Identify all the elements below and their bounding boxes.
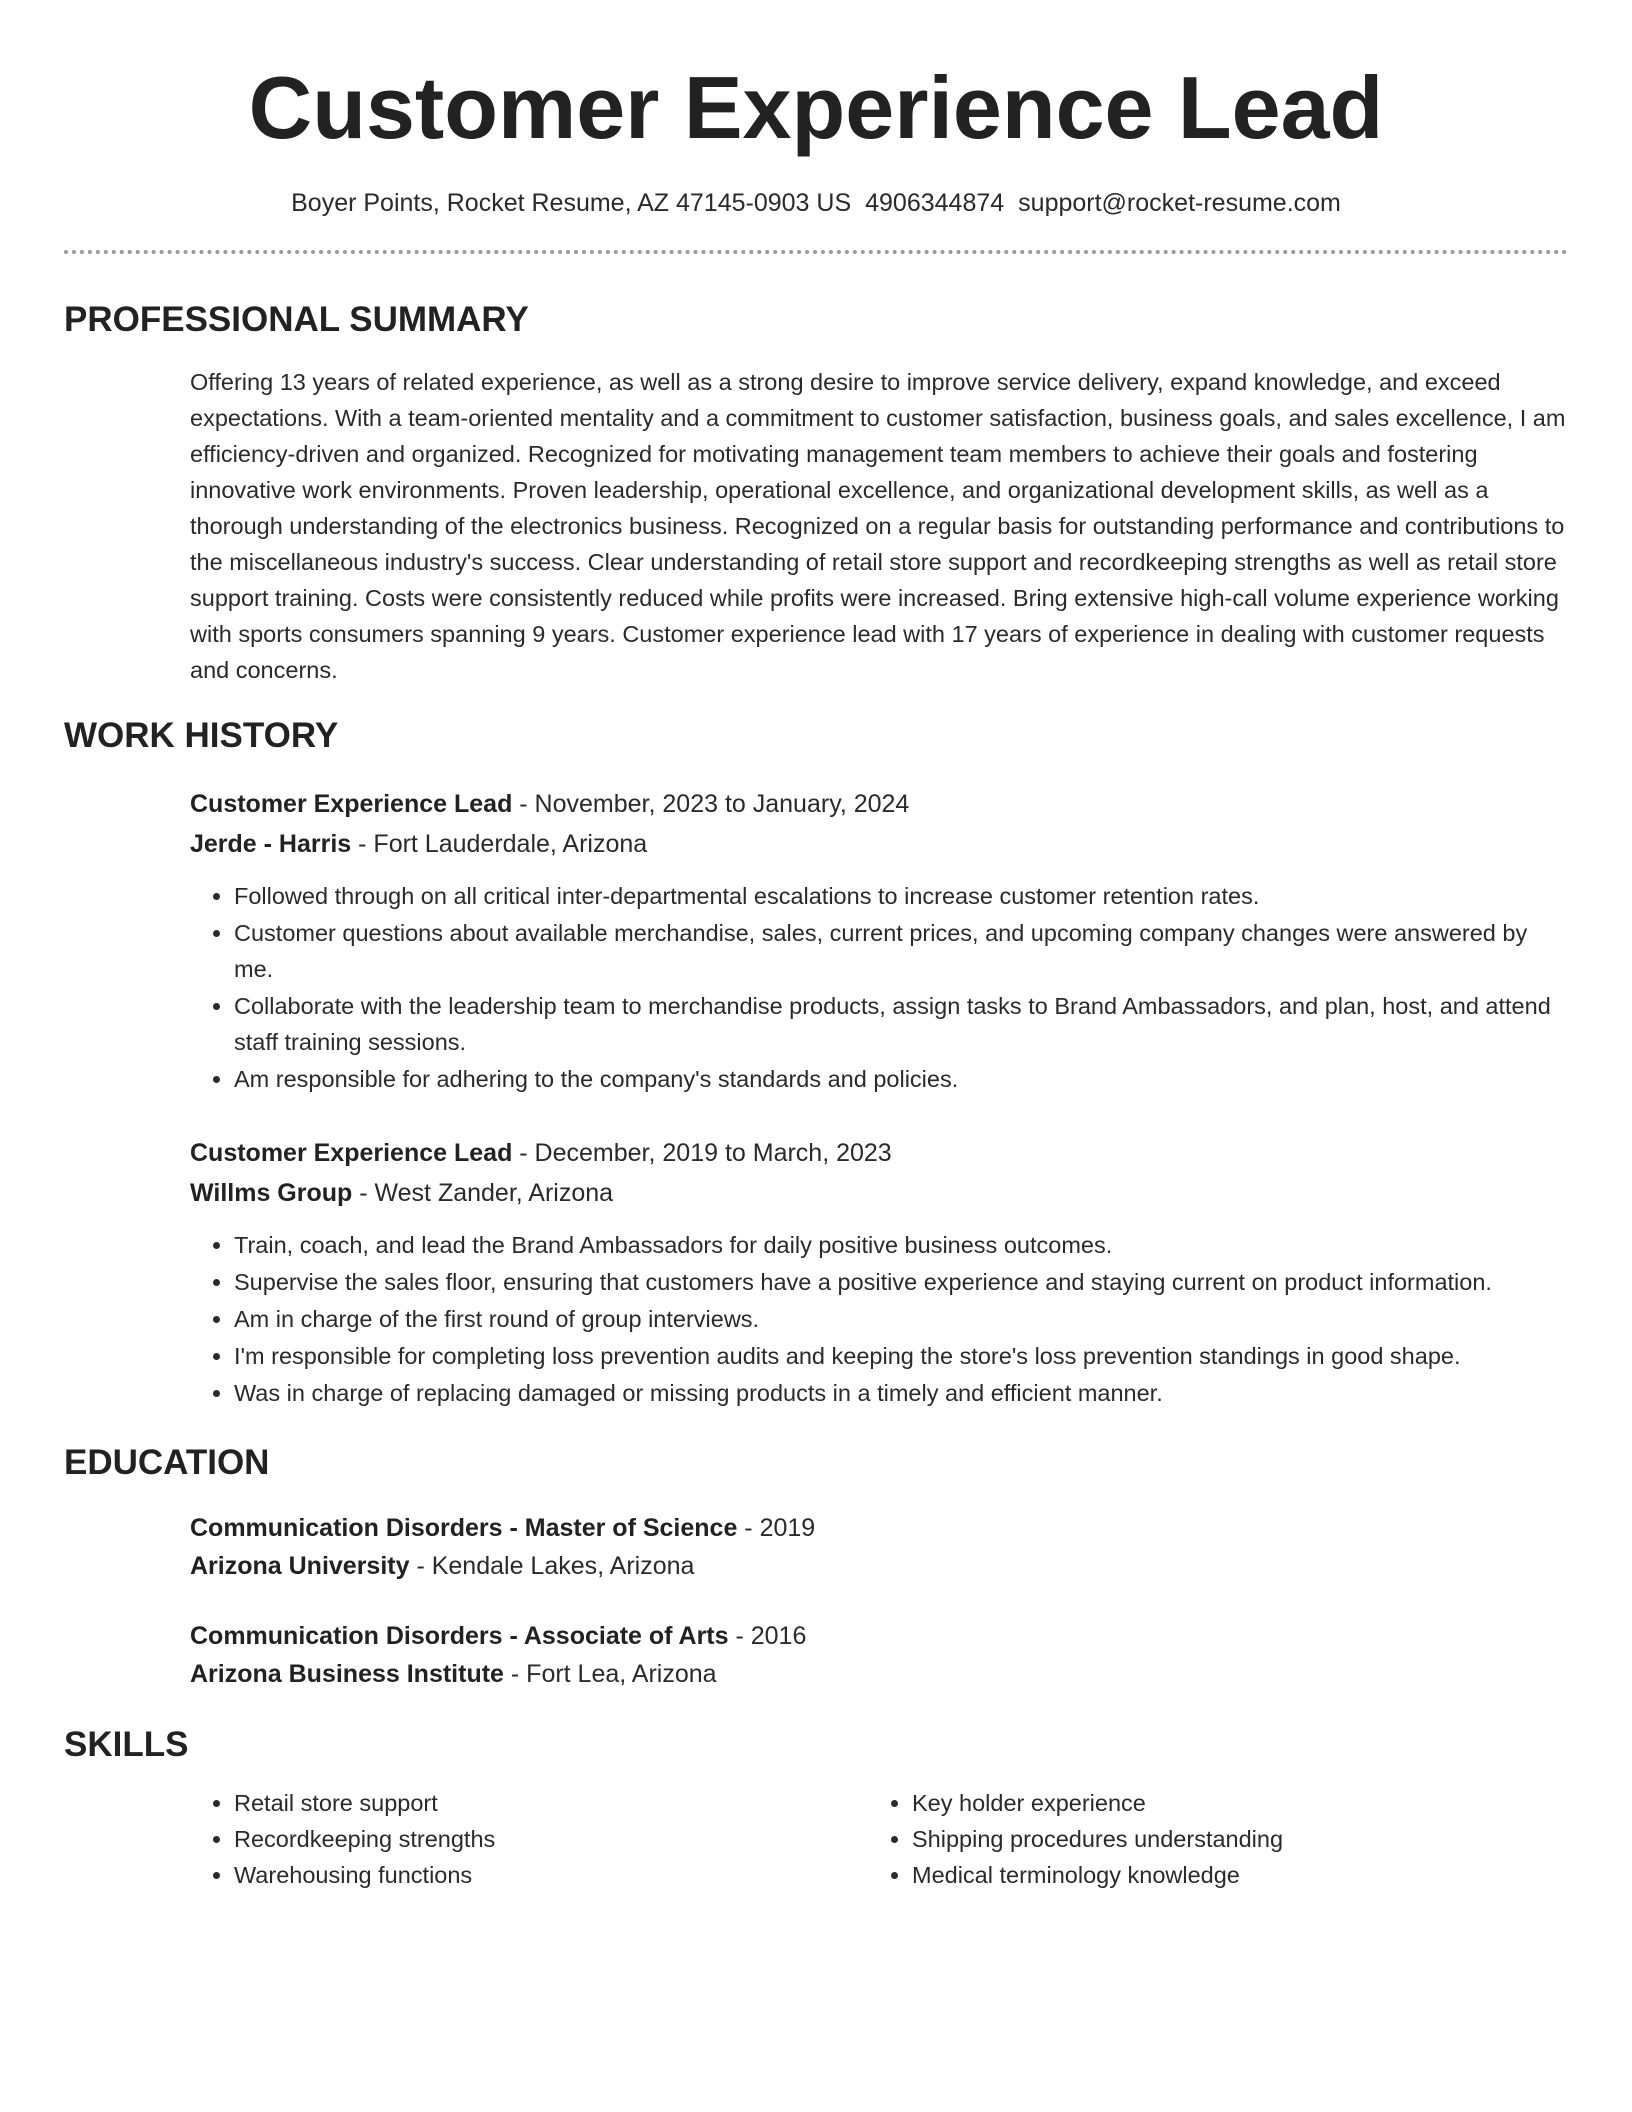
job-bullet: • Followed through on all critical inter-departmental escalations to increase customer retention rates. bbox=[234, 878, 1568, 914]
skill-item: • Key holder experience bbox=[912, 1785, 1546, 1821]
degree-line bbox=[190, 1509, 1568, 1547]
contact-address: Boyer Points, Rocket Resume, AZ 47145-0903 US bbox=[291, 189, 852, 217]
job-entry bbox=[190, 1133, 1568, 1411]
section-heading-skills: SKILLS bbox=[64, 1725, 189, 1764]
job-location: - West Zander, Arizona bbox=[352, 1179, 614, 1207]
job-location: - Fort Lauderdale, Arizona bbox=[351, 830, 648, 858]
school-location: - Fort Lea, Arizona bbox=[503, 1660, 717, 1688]
skill-item: • Shipping procedures understanding bbox=[912, 1821, 1546, 1857]
school: Arizona University bbox=[190, 1552, 410, 1580]
contact-email: support@rocket-resume.com bbox=[1018, 189, 1341, 217]
job-dates: - November, 2023 to January, 2024 bbox=[512, 790, 910, 818]
job-title-line bbox=[190, 784, 1568, 824]
education-entry bbox=[190, 1509, 1568, 1585]
job-bullet: • Train, coach, and lead the Brand Ambassadors for daily positive business outcomes. bbox=[234, 1227, 1568, 1263]
education-entry bbox=[190, 1617, 1568, 1693]
job-bullet: • I'm responsible for completing loss prevention audits and keeping the store's loss prevention standings in good shape. bbox=[234, 1338, 1568, 1374]
skill-item: • Medical terminology knowledge bbox=[912, 1857, 1546, 1893]
skills-grid bbox=[190, 1785, 1568, 1893]
job-bullets bbox=[190, 1227, 1568, 1411]
skills-column-left bbox=[190, 1785, 868, 1893]
school: Arizona Business Institute bbox=[190, 1660, 504, 1688]
job-company-line bbox=[190, 1173, 1568, 1213]
degree-line bbox=[190, 1617, 1568, 1655]
job-bullet: • Was in charge of replacing damaged or missing products in a timely and efficient manner. bbox=[234, 1375, 1568, 1411]
skill-item: • Warehousing functions bbox=[234, 1857, 868, 1893]
job-title: Customer Experience Lead bbox=[190, 1139, 513, 1167]
resume-title: Customer Experience Lead bbox=[248, 58, 1384, 157]
degree-year: - 2016 bbox=[728, 1622, 807, 1650]
skill-item: • Retail store support bbox=[234, 1785, 868, 1821]
school-line bbox=[190, 1547, 1568, 1585]
section-heading-education: EDUCATION bbox=[64, 1443, 270, 1482]
job-entry bbox=[190, 784, 1568, 1097]
job-bullets bbox=[190, 878, 1568, 1097]
job-bullet: • Customer questions about available merchandise, sales, current prices, and upcoming company changes were answered by me. bbox=[234, 915, 1568, 987]
section-heading-work-history: WORK HISTORY bbox=[64, 716, 339, 755]
job-company: Willms Group bbox=[190, 1179, 353, 1207]
degree: Communication Disorders - Associate of Arts bbox=[190, 1622, 729, 1650]
skill-item: • Recordkeeping strengths bbox=[234, 1821, 868, 1857]
section-heading-summary: PROFESSIONAL SUMMARY bbox=[64, 300, 529, 339]
summary-text: Offering 13 years of related experience, as well as a strong desire to improve service delivery, expand knowledge, and exceed expectations. With a team-oriented mentality and a commitment to customer satisfaction, business goals, and sales excellence, I am efficiency-driven and organized. Recognized for motivating management team members to achieve their goals and fostering innovative work environments. Proven leadership, operational excellence, and organizational development skills, as well as a thorough understanding of the electronics business. Recognized on a regular basis for outstanding performance and contributions to the miscellaneous industry's success. Clear understanding of retail store support and recordkeeping strengths as well as retail store support training. Costs were consistently reduced while profits were increased. Bring extensive high-call volume experience working with sports consumers spanning 9 years. Customer experience lead with 17 years of experience in dealing with customer requests and concerns. bbox=[190, 369, 1566, 683]
job-company: Jerde - Harris bbox=[190, 830, 352, 858]
job-bullet: • Supervise the sales floor, ensuring that customers have a positive experience and staying current on product information. bbox=[234, 1264, 1568, 1300]
contact-line bbox=[64, 186, 1568, 220]
job-bullet: • Am responsible for adhering to the company's standards and policies. bbox=[234, 1061, 1568, 1097]
job-company-line bbox=[190, 824, 1568, 864]
job-title: Customer Experience Lead bbox=[190, 790, 513, 818]
job-dates: - December, 2019 to March, 2023 bbox=[512, 1139, 892, 1167]
contact-phone: 4906344874 bbox=[865, 189, 1005, 217]
header-divider bbox=[64, 250, 1568, 254]
skills-column-right bbox=[868, 1785, 1546, 1893]
school-line bbox=[190, 1655, 1568, 1693]
job-bullet: • Collaborate with the leadership team to merchandise products, assign tasks to Brand Ambassadors, and plan, host, and attend staff training sessions. bbox=[234, 988, 1568, 1060]
degree: Communication Disorders - Master of Science bbox=[190, 1514, 738, 1542]
job-bullet: • Am in charge of the first round of group interviews. bbox=[234, 1301, 1568, 1337]
degree-year: - 2019 bbox=[737, 1514, 816, 1542]
school-location: - Kendale Lakes, Arizona bbox=[409, 1552, 695, 1580]
job-title-line bbox=[190, 1133, 1568, 1173]
